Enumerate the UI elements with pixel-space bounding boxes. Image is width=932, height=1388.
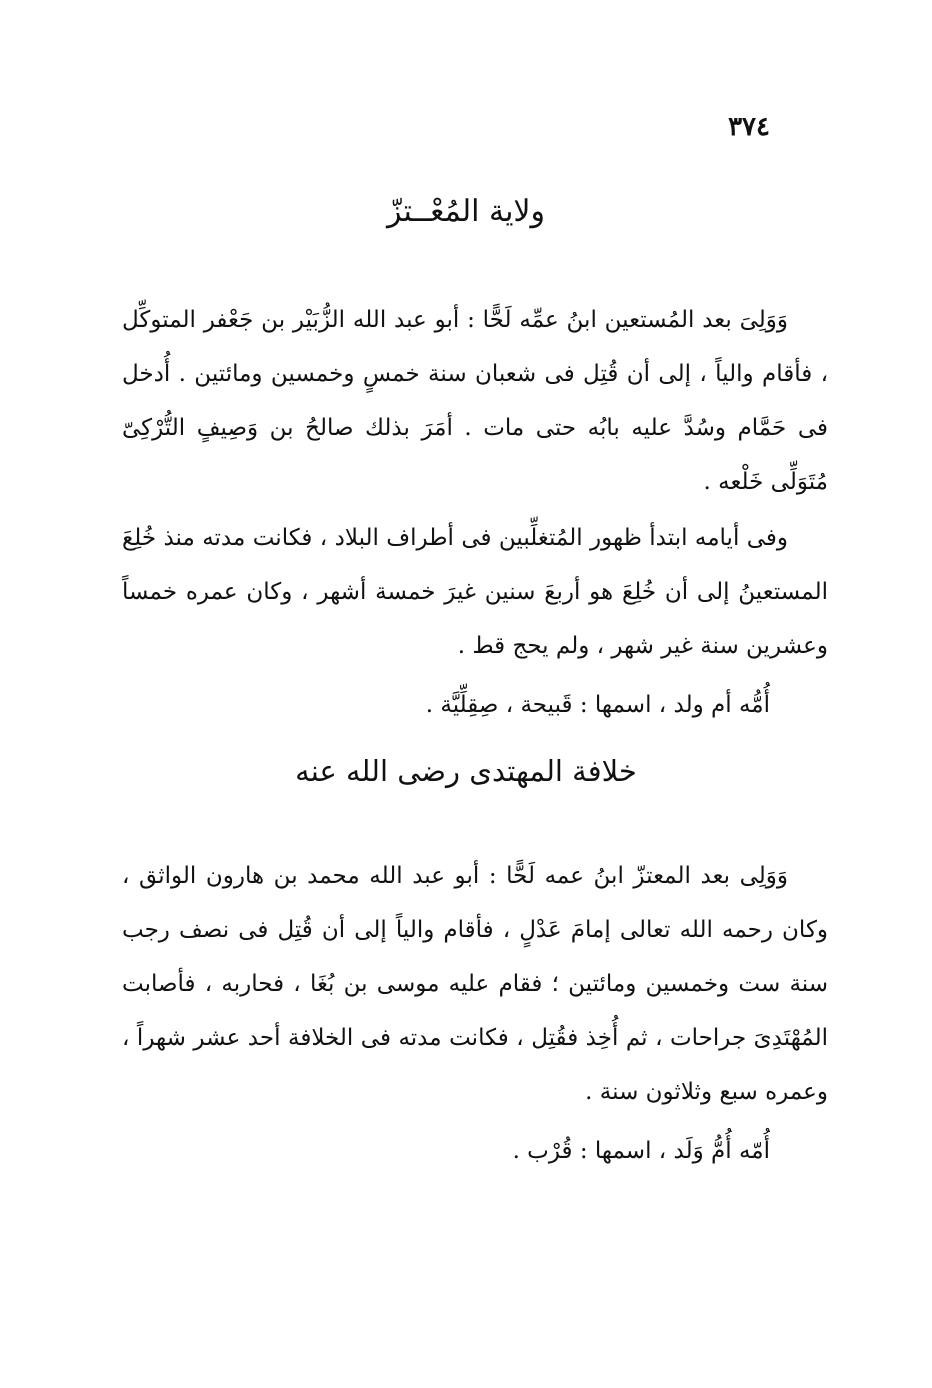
paragraph-mutazz-mother: أُمُّه أم ولد ، اسمها : قَبيحة ، صِقِلِّيَّة .	[425, 692, 770, 718]
paragraph-mutazz-reign: وفى أيامه ابتدأ ظهور المُتغلِّبين فى أطراف البلاد ، فكانت مدته منذ خُلِعَ المستعينُ إلى أن خُلِعَ هو أربعَ سنين غيرَ خمسة أشهر ، وكان عمره خمساً وعشرين سنة غير شهر ، ولم يحج قط .	[122, 525, 828, 659]
paragraph-mutazz-accession: وَوَلِىَ بعد المُستعين ابنُ عمِّه لَحًّا : أبو عبد الله الزُّبَيْر بن جَعْفر المتوكِّل ، فأقام والياً ، إلى أن قُتِل فى شعبان سنة خمسٍ وخمسين ومائتين . أُدخل فى حَمَّام وسُدَّ عليه بابُه حتى مات . أمَرَ بذلك صالحُ بن وَصِيفٍ التُّرْكِىّ مُتَوَلِّى خَلْعه .	[122, 307, 828, 495]
page-number: ٣٧٤	[728, 112, 770, 142]
section-title-muhtadi: خلافة المهتدى رضى الله عنه	[295, 754, 637, 788]
section-title-mutazz: ولاية المُعْــتزّ	[386, 194, 546, 229]
paragraph-muhtadi-reign: وَوَلِى بعد المعتزّ ابنُ عمه لَحًّا : أبو عبد الله محمد بن هارون الواثق ، وكان رحمه الله تعالى إمامَ عَدْلٍ ، فأقام والياً إلى أن قُتِل فى نصف رجب سنة ست وخمسين ومائتين ؛ فقام عليه موسى بن بُغَا ، فحاربه ، فأصابت المُهْتَدِىَ جراحات ، ثم أُخِذ فقُتِل ، فكانت مدته فى الخلافة أحد عشر شهراً ، وعمره سبع وثلاثون سنة .	[122, 863, 828, 1105]
paragraph-muhtadi-mother: أُمّه أُمُّ وَلَد ، اسمها : قُرْب .	[512, 1138, 770, 1164]
